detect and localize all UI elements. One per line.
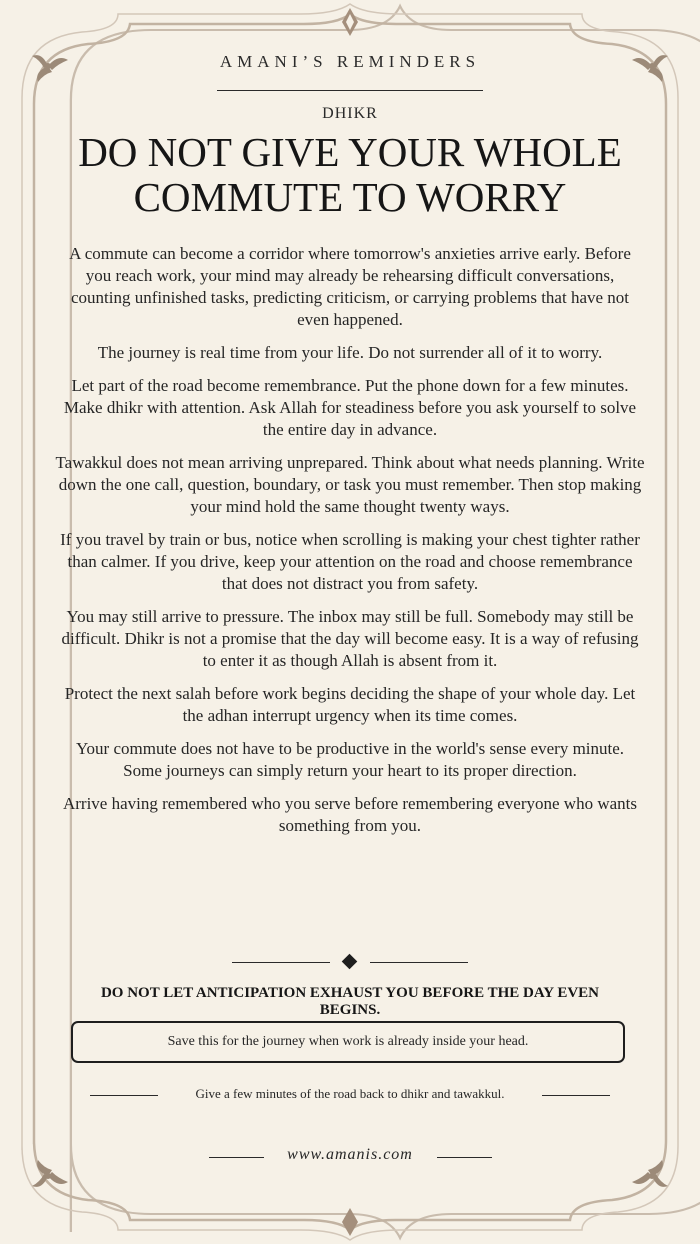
tip-line-right <box>542 1095 610 1096</box>
paragraph: Let part of the road become remembrance. Put the phone down for a few minutes. Make dhikr with attention. Ask Allah for steadiness before you ask yourself to solve the entire day in advance. <box>63 376 637 439</box>
brand-rule <box>217 90 483 91</box>
category-label: DHIKR <box>322 105 378 122</box>
callout-heading: DO NOT LET ANTICIPATION EXHAUST YOU BEFORE THE DAY EVEN BEGINS. <box>100 985 600 1018</box>
save-note-box <box>71 1021 625 1063</box>
paragraph: A commute can become a corridor where tomorrow's anxieties arrive early. Before you reach work, your mind may already be rehearsing difficult conversations, counting unfinished tasks, predicting criticism, or carrying problems that have not even happened. <box>69 244 631 329</box>
divider-line-right <box>370 962 468 963</box>
title-line-2: COMMUTE TO WORRY <box>133 174 567 220</box>
paragraph: The journey is real time from your life. Do not surrender all of it to worry. <box>97 343 603 362</box>
paragraph: Your commute does not have to be productive in the world's sense every minute. Some journeys can simply return your heart to its proper direction. <box>75 739 625 780</box>
url-line-right <box>437 1157 492 1158</box>
diamond-ornament-icon <box>342 8 358 36</box>
website-url: www.amanis.com <box>287 1146 413 1163</box>
title-line-1: DO NOT GIVE YOUR WHOLE <box>78 129 622 175</box>
divider-line-left <box>232 962 330 963</box>
paragraph: You may still arrive to pressure. The inbox may still be full. Somebody may still be difficult. Dhikr is not a promise that the day will become easy. It is a way of refusing to enter it as though Allah is absent from it. <box>61 607 639 670</box>
paragraph: Protect the next salah before work begins deciding the shape of your whole day. Let the adhan interrupt urgency when its time comes. <box>64 684 636 725</box>
article-body <box>55 243 645 848</box>
page-title <box>40 130 660 220</box>
save-note-text: Save this for the journey when work is already inside your head. <box>167 1034 529 1049</box>
diamond-ornament-icon <box>342 1208 358 1236</box>
paragraph: Arrive having remembered who you serve before remembering everyone who wants something from you. <box>62 794 637 835</box>
tip-text: Give a few minutes of the road back to dhikr and tawakkul. <box>195 1086 505 1101</box>
paragraph: Tawakkul does not mean arriving unprepared. Think about what needs planning. Write down the one call, question, boundary, or task you must remember. Then stop making your mind hold the same thought twenty ways. <box>55 453 645 516</box>
brand-name: AMANI’S REMINDERS <box>219 52 481 71</box>
paragraph: If you travel by train or bus, notice when scrolling is making your chest tighter rather than calmer. If you drive, keep your attention on the road and choose remembrance that does not distract you from safety. <box>60 530 640 593</box>
